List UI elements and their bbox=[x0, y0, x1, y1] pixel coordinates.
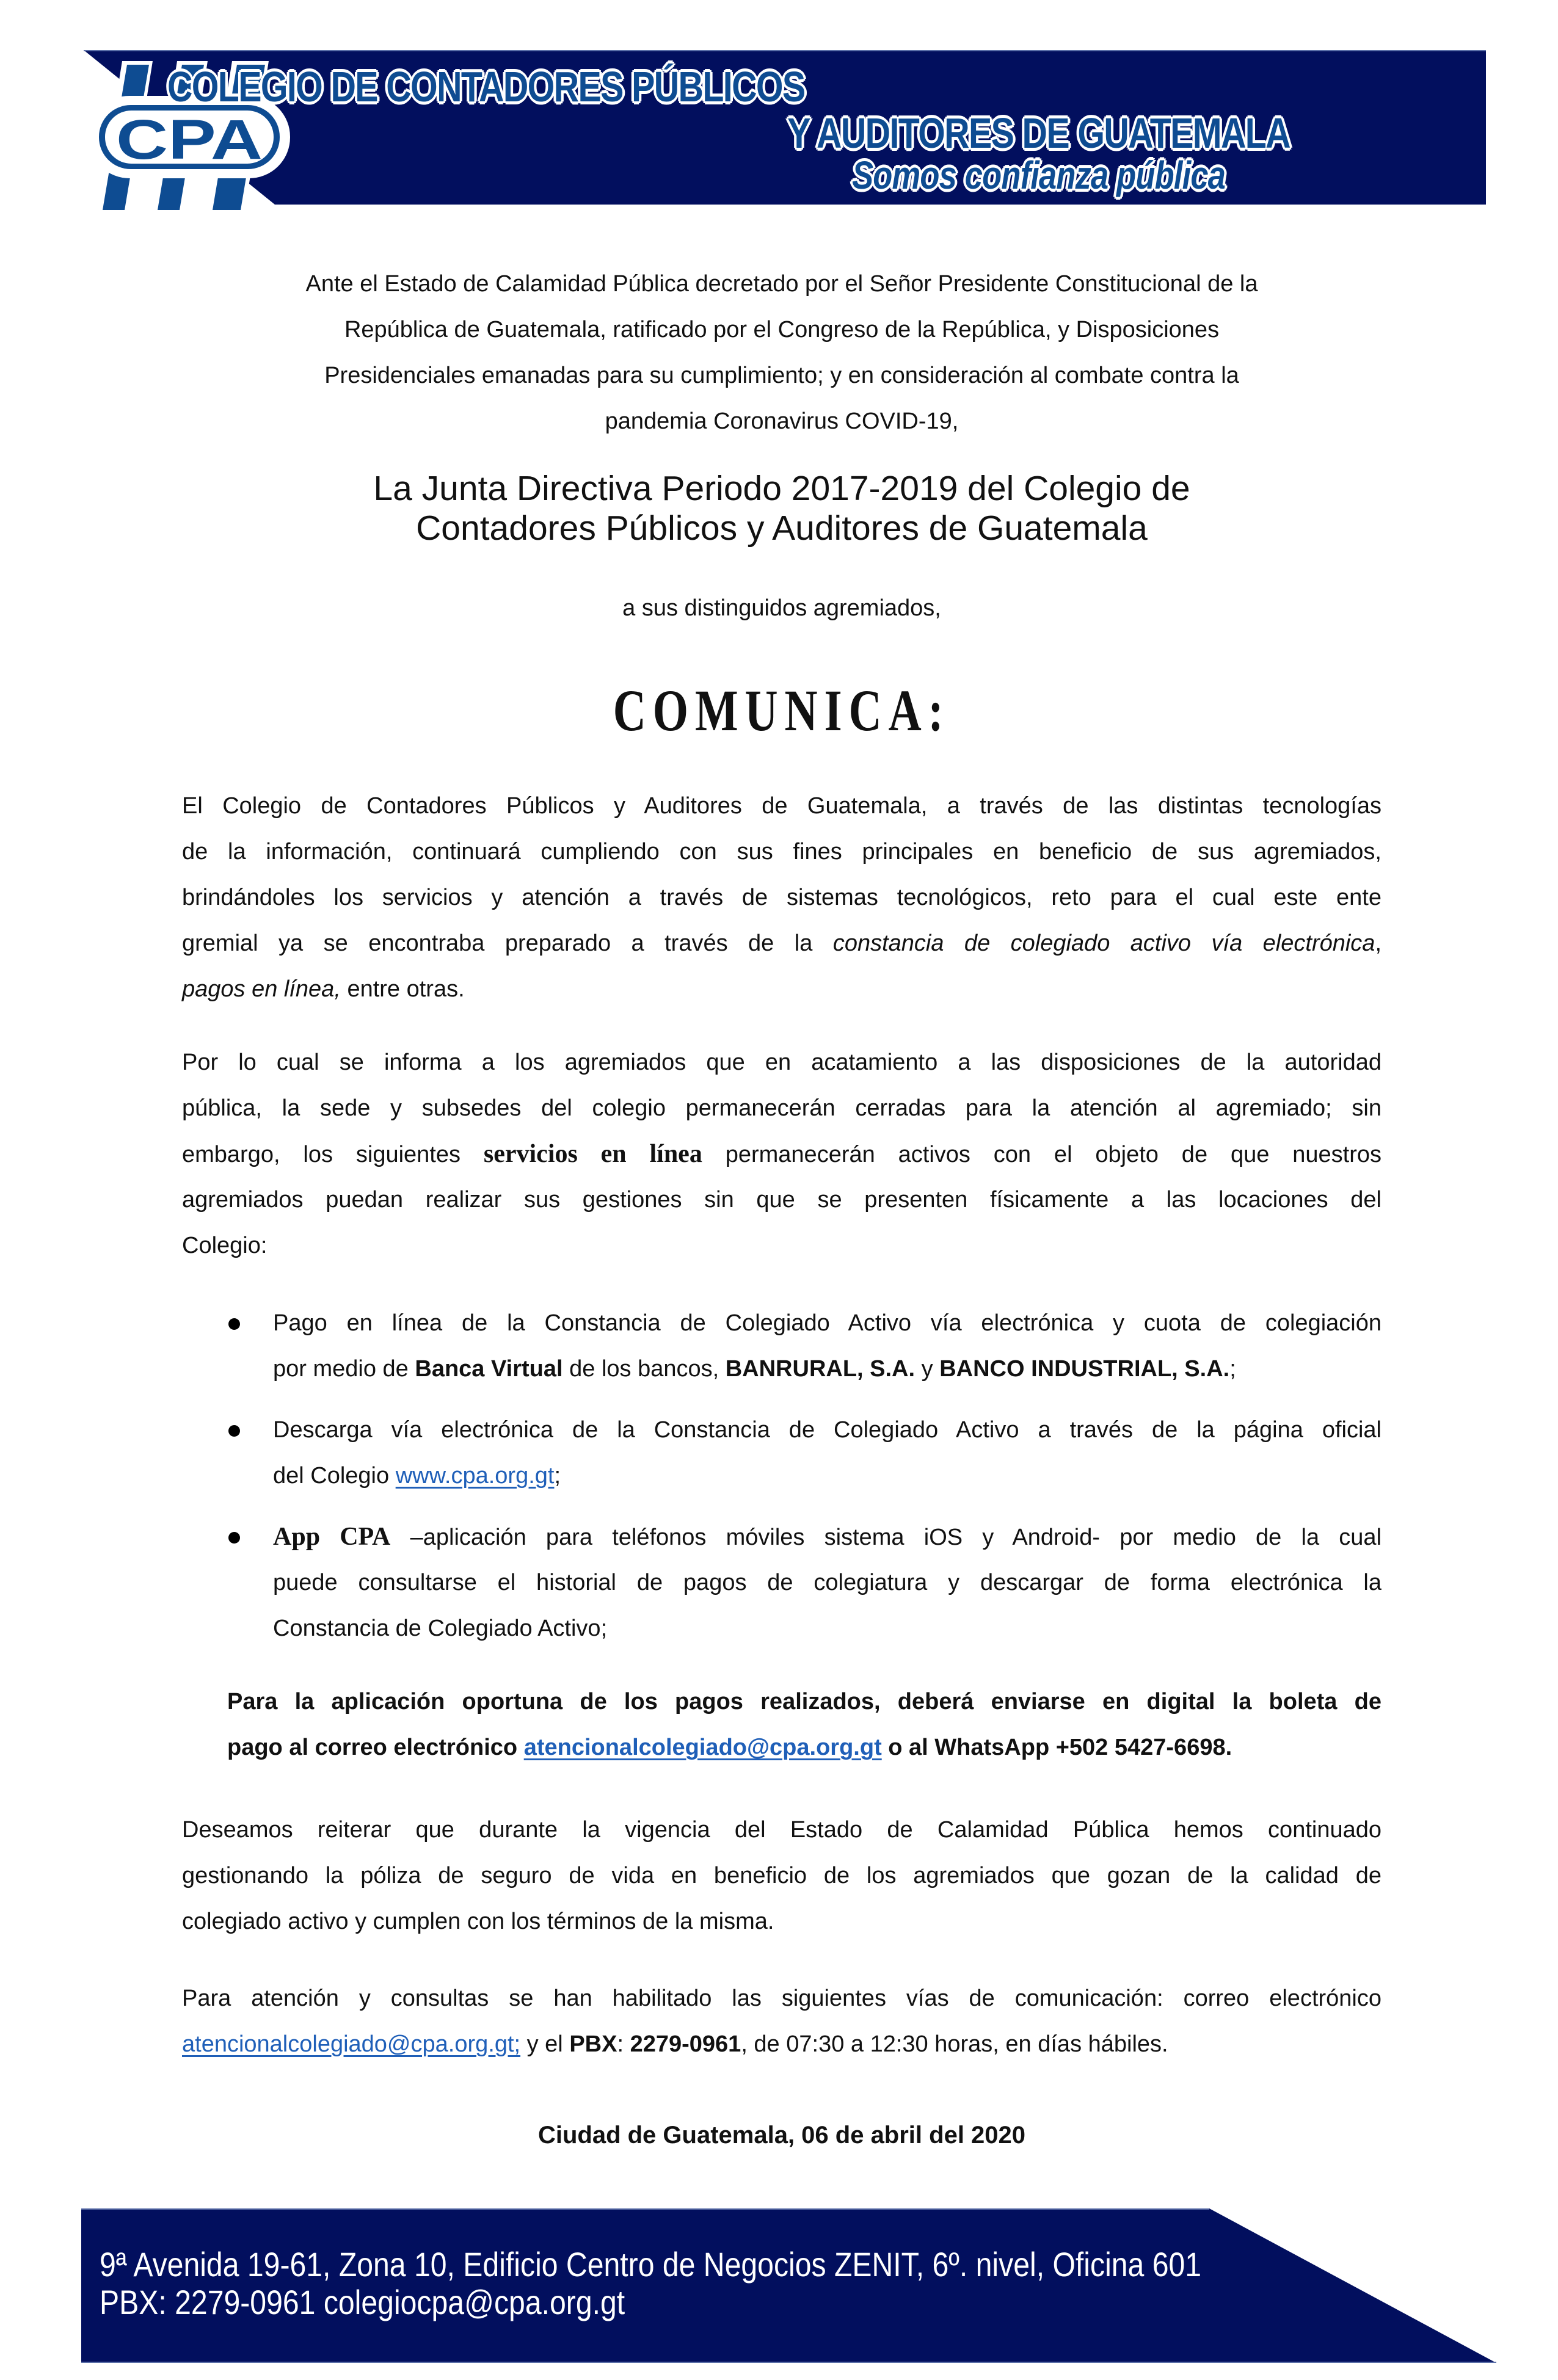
list-item bbox=[227, 1301, 1381, 1392]
text-line bbox=[273, 1346, 1381, 1392]
text-line bbox=[273, 1606, 1381, 1652]
text-line bbox=[182, 783, 1381, 829]
text-line bbox=[273, 1453, 1381, 1499]
text-line bbox=[273, 1301, 1381, 1346]
intro-paragraph bbox=[182, 261, 1381, 444]
logo-text: CPA bbox=[116, 109, 263, 171]
text-line bbox=[182, 1086, 1381, 1131]
text-segment: , de 07:30 a 12:30 horas, en días hábiles. bbox=[741, 2031, 1168, 2057]
intro-line: República de Guatemala, ratificado por el Congreso de la República, y Disposiciones bbox=[344, 317, 1220, 343]
comunica-heading bbox=[182, 677, 1381, 744]
bullet-icon bbox=[228, 1425, 240, 1437]
email-or-web-link[interactable]: atencionalcolegiado@cpa.org.gt; bbox=[182, 2031, 521, 2057]
org-name-line2: Y AUDITORES DE GUATEMALA bbox=[787, 109, 1290, 157]
email-or-web-link[interactable]: atencionalcolegiado@cpa.org.gt bbox=[523, 1735, 882, 1760]
emphasis-text: PBX bbox=[569, 2031, 617, 2057]
text-segment: Para la aplicación oportuna de los pagos realizados, deberá enviarse en digital la boleta de bbox=[227, 1689, 1381, 1714]
text-segment: y bbox=[915, 1356, 940, 1382]
org-name-line1: COLEGIO DE CONTADORES PÚBLICOS bbox=[167, 63, 805, 111]
text-segment: entre otras. bbox=[340, 976, 465, 1002]
text-segment: pago al correo electrónico bbox=[227, 1735, 524, 1760]
text-line bbox=[182, 829, 1381, 875]
emphasis-text: pagos en línea, bbox=[182, 976, 341, 1002]
text-line bbox=[182, 2022, 1381, 2067]
text-line bbox=[227, 1679, 1381, 1725]
intro-line: pandemia Coronavirus COVID-19, bbox=[605, 408, 959, 434]
emphasis-text: BANRURAL, S.A. bbox=[725, 1356, 916, 1382]
text-segment: –aplicación para teléfonos móviles sistema iOS y Android- por medio de la cual bbox=[390, 1525, 1382, 1550]
text-segment: Constancia de Colegiado Activo; bbox=[273, 1616, 608, 1641]
text-line bbox=[182, 1040, 1381, 1086]
text-line bbox=[182, 1223, 1381, 1269]
text-line bbox=[182, 1177, 1381, 1223]
text-segment: por medio de bbox=[273, 1356, 415, 1382]
text-line bbox=[182, 1899, 1381, 1945]
text-line bbox=[227, 1725, 1381, 1771]
text-line bbox=[182, 1853, 1381, 1899]
emphasis-text: constancia de colegiado activo vía electrónica bbox=[832, 931, 1375, 956]
text-line bbox=[182, 875, 1381, 921]
paragraph-services-intro bbox=[182, 783, 1381, 1012]
text-segment: ; bbox=[554, 1463, 561, 1489]
text-segment: Deseamos reiterar que durante la vigencia del Estado de Calamidad Pública hemos continuado bbox=[182, 1817, 1381, 1843]
emphasis-text: 2279-0961 bbox=[630, 2031, 741, 2057]
text-segment: , bbox=[1375, 931, 1381, 956]
text-line bbox=[182, 1976, 1381, 2022]
text-segment: agremiados puedan realizar sus gestiones sin que se presenten físicamente a las locaciones del bbox=[182, 1187, 1381, 1213]
document-title bbox=[182, 469, 1381, 548]
text-segment: colegiado activo y cumplen con los términos de la misma. bbox=[182, 1909, 774, 1934]
emphasis-text: App CPA bbox=[273, 1523, 391, 1551]
text-segment: gremial ya se encontraba preparado a través de la bbox=[182, 931, 833, 956]
text-segment: de los bancos, bbox=[562, 1356, 726, 1382]
list-item bbox=[227, 1407, 1381, 1499]
paragraph-closure-notice bbox=[182, 1040, 1381, 1269]
emphasis-text: BANCO INDUSTRIAL, S.A. bbox=[939, 1356, 1230, 1382]
text-segment: brindándoles los servicios y atención a través de sistemas tecnológicos, reto para el cual este ente bbox=[182, 885, 1381, 910]
text-line bbox=[273, 1407, 1381, 1453]
text-segment: pública, la sede y subsedes del colegio permanecerán cerradas para la atención al agremiado; sin bbox=[182, 1095, 1381, 1121]
text-line bbox=[182, 967, 1381, 1012]
text-segment: Para atención y consultas se han habilitado las siguientes vías de comunicación: correo electrónico bbox=[182, 1986, 1381, 2011]
text-segment: puede consultarse el historial de pagos de colegiatura y descargar de forma electrónica la bbox=[273, 1570, 1381, 1595]
text-segment: Descarga vía electrónica de la Constancia de Colegiado Activo a través de la página oficial bbox=[273, 1417, 1381, 1443]
paragraph-insurance bbox=[182, 1807, 1381, 1945]
list-item bbox=[227, 1514, 1381, 1652]
org-tagline: Somos confianza pública bbox=[852, 153, 1226, 197]
text-segment: Por lo cual se informa a los agremiados que en acatamiento a las disposiciones de la autoridad bbox=[182, 1050, 1381, 1075]
text-line bbox=[182, 1807, 1381, 1853]
text-segment: y el bbox=[520, 2031, 570, 2057]
text-segment: embargo, los siguientes bbox=[182, 1142, 484, 1167]
text-segment: El Colegio de Contadores Públicos y Auditores de Guatemala, a través de las distintas tecnologías bbox=[182, 793, 1381, 819]
paragraph-contact bbox=[182, 1976, 1381, 2067]
text-line bbox=[273, 1514, 1381, 1560]
email-or-web-link[interactable]: www.cpa.org.gt bbox=[395, 1463, 555, 1489]
title-line1: La Junta Directiva Periodo 2017-2019 del Colegio de bbox=[373, 469, 1190, 508]
text-segment: Colegio: bbox=[182, 1233, 268, 1258]
bullet-icon bbox=[228, 1318, 240, 1330]
text-segment: de la información, continuará cumpliendo con sus fines principales en beneficio de sus agremiados, bbox=[182, 839, 1381, 865]
online-services-list bbox=[227, 1301, 1381, 1667]
intro-line: Presidenciales emanadas para su cumplimiento; y en consideración al combate contra la bbox=[324, 363, 1239, 388]
footer-address: 9ª Avenida 19-61, Zona 10, Edificio Centro de Negocios ZENIT, 6º. nivel, Oficina 601 bbox=[100, 2245, 1202, 2284]
text-segment: ; bbox=[1229, 1356, 1236, 1382]
emphasis-text: Banca Virtual bbox=[415, 1356, 563, 1382]
intro-line: Ante el Estado de Calamidad Pública decretado por el Señor Presidente Constitucional de la bbox=[305, 271, 1258, 297]
text-segment: gestionando la póliza de seguro de vida en beneficio de los agremiados que gozan de la calidad de bbox=[182, 1863, 1381, 1888]
text-line bbox=[273, 1560, 1381, 1606]
greeting: a sus distinguidos agremiados, bbox=[622, 595, 941, 621]
footer-contact: PBX: 2279-0961 colegiocpa@cpa.org.gt bbox=[100, 2283, 625, 2321]
text-line bbox=[182, 1131, 1381, 1177]
emphasis-text: servicios en línea bbox=[483, 1140, 702, 1168]
bullet-icon bbox=[228, 1532, 240, 1544]
text-segment: o al WhatsApp +502 5427-6698. bbox=[881, 1735, 1232, 1760]
place-date: Ciudad de Guatemala, 06 de abril del 2020 bbox=[537, 2122, 1026, 2149]
text-segment: permanecerán activos con el objeto de que nuestros bbox=[702, 1142, 1381, 1167]
payment-note bbox=[227, 1679, 1381, 1771]
text-segment: del Colegio bbox=[273, 1463, 396, 1489]
text-line bbox=[182, 921, 1381, 967]
title-line2: Contadores Públicos y Auditores de Guatemala bbox=[416, 509, 1148, 548]
comunica-text: COMUNICA: bbox=[613, 678, 950, 743]
text-segment: Pago en línea de la Constancia de Colegiado Activo vía electrónica y cuota de colegiación bbox=[273, 1310, 1381, 1336]
text-segment: : bbox=[617, 2031, 630, 2057]
